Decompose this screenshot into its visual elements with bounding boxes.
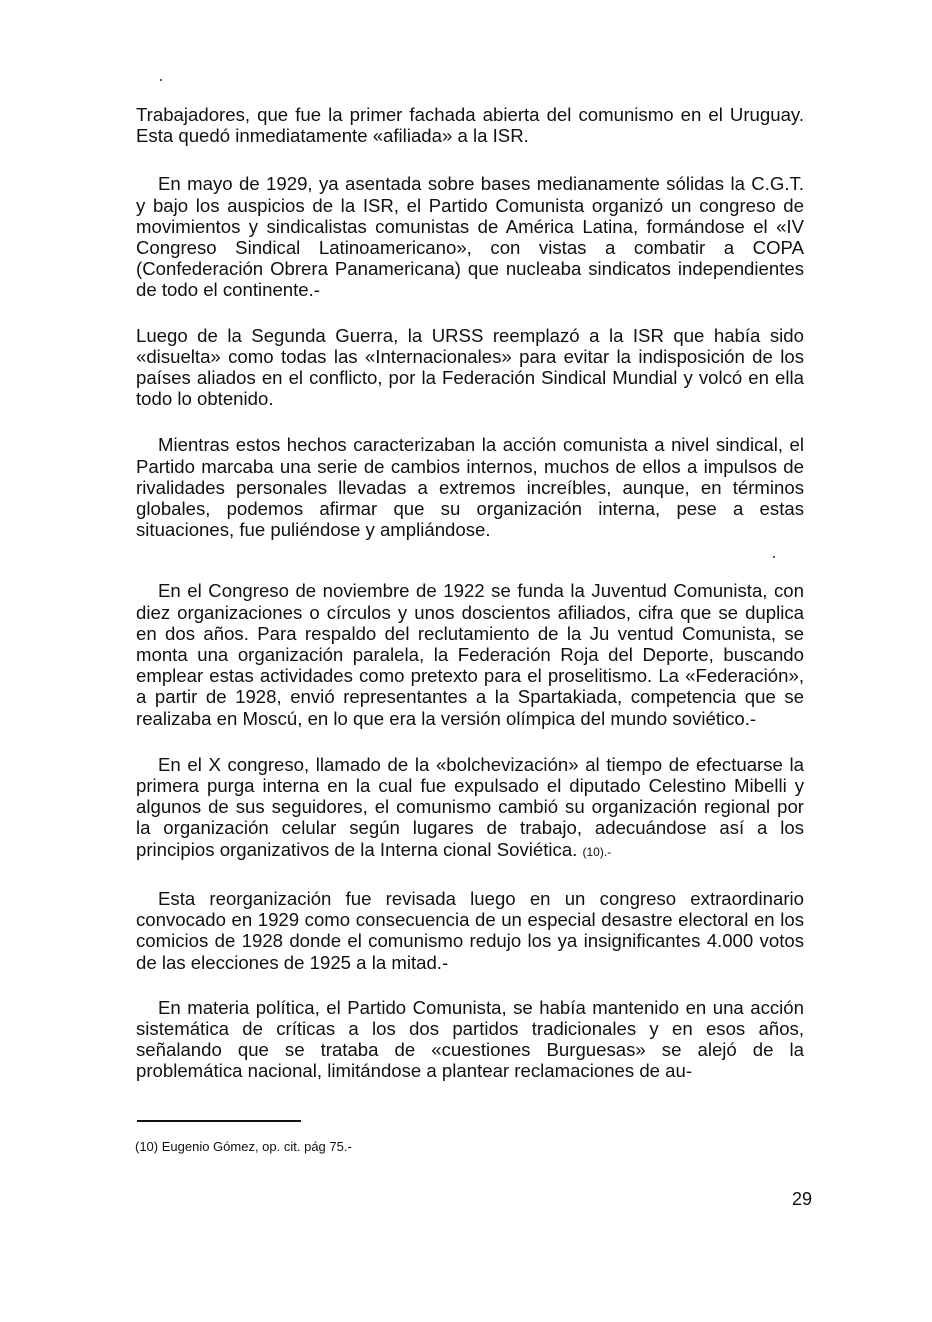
page-number: 29 (791, 1189, 812, 1209)
paragraph-4: Mientras estos hechos caracterizaban la acción comunista a nivel sindical, el Partido marcaba una serie de cambios internos, muchos de ellos a impulsos de rivalidades personales llevadas a extremos increíbles, aunque, en términos globales, podemos afirmar que su organización interna, pese a estas situaciones, fue puliéndose y ampliándose. (136, 434, 804, 541)
footnote-reference: (10).- (582, 844, 612, 859)
paragraph-1: Trabajadores, que fue la primer fachada abierta del comunismo en el Uruguay. Esta quedó inmediatamente «afiliada» a la ISR. (136, 104, 804, 147)
paragraph-5: En el Congreso de noviembre de 1922 se funda la Juventud Comunista, con diez organizaciones o círculos y unos doscientos afiliados, cifra que se duplica en dos años. Para respaldo del reclutamiento de la Ju ventud Comunista, se monta una organización paralela, la Federación Roja del Deporte, buscando emplear estas actividades como pretexto para el proselitismo. La «Federación», a partir de 1928, envió representantes a la Spartakiada, competencia que se realizaba en Moscú, en lo que era la versión olímpica del mundo soviético.- (136, 580, 804, 729)
body-text (136, 104, 804, 1082)
paragraph-7: Esta reorganización fue revisada luego en un congreso extraordinario convocado en 1929 como consecuencia de un especial desastre electoral en los comicios de 1928 donde el comunismo redujo los ya insignificantes 4.000 votos de las elecciones de 1925 a la mitad.- (136, 887, 804, 973)
footnote-divider (137, 1120, 301, 1122)
paragraph-3: Luego de la Segunda Guerra, la URSS reemplazó a la ISR que había sido «disuelta» como todas las «Internacionales» para evitar la indisposición de los países aliados en el conflicto, por la Federación Sindical Mundial y volcó en ella todo lo obtenido. (136, 324, 804, 410)
scan-speck (160, 79, 162, 81)
paragraph-6 (136, 754, 804, 863)
paragraph-8: En materia política, el Partido Comunista, se había mantenido en una acción sistemática de críticas a los dos partidos tradicionales y en esos años, señalando que se trataba de «cuestiones Burguesas» se alejó de la problemática nacional, limitándose a plantear reclamaciones de au- (136, 996, 804, 1082)
paragraph-2: En mayo de 1929, ya asentada sobre bases medianamente sólidas la C.G.T. y bajo los auspicios de la ISR, el Partido Comunista organizó un congreso de movimientos y sindicalistas comunistas de América Latina, formándose el «IV Congreso Sindical Latinoamericano», con vistas a combatir a COPA (Confederación Obrera Panamericana) que nucleaba sindicatos independientes de todo el continente.- (136, 173, 804, 301)
paragraph-6-text: En el X congreso, llamado de la «bolchevización» al tiempo de efectuarse la primera purga interna en la cual fue expulsado el diputado Celestino Mibelli y algunos de sus seguidores, el comunismo cambió su organización regional por la organización celular según lugares de trabajo, adecuándose así a los principios organizativos de la Interna cional Soviética. (136, 753, 804, 860)
footnote: (10) Eugenio Gómez, op. cit. pág 75.- (135, 1139, 352, 1154)
